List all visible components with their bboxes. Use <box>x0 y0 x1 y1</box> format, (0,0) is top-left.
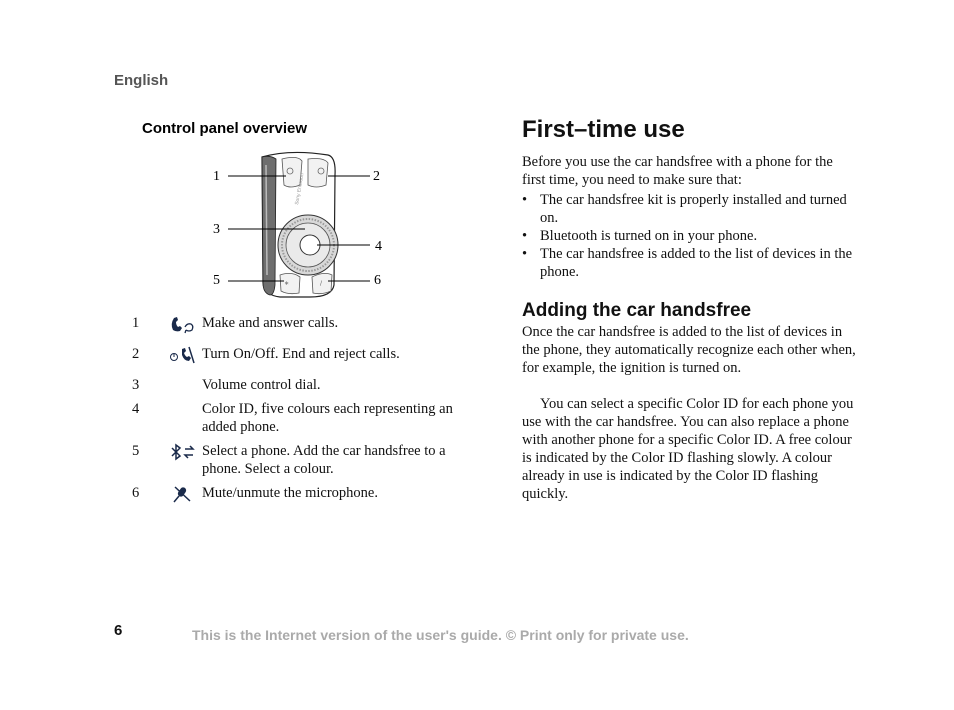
table-row <box>126 442 467 484</box>
bluetooth-select-icon <box>167 442 197 462</box>
svg-text:Sony Ericsson: Sony Ericsson <box>294 172 306 206</box>
table-row <box>126 484 467 515</box>
row-number: 3 <box>132 377 140 393</box>
table-row <box>126 376 467 400</box>
power-end-call-icon <box>167 345 197 365</box>
callout-6: 6 <box>374 273 381 288</box>
row-description: Turn On/Off. End and reject calls. <box>202 346 400 362</box>
list-item: • Bluetooth is turned on in your phone. <box>522 227 857 245</box>
row-description: Color ID, five colours each representing an added phone. <box>202 401 453 435</box>
page-title: First–time use <box>522 116 685 143</box>
page-number: 6 <box>114 622 123 639</box>
table-row <box>126 314 467 345</box>
svg-text:/: / <box>320 280 323 287</box>
callout-4: 4 <box>375 239 382 254</box>
svg-text:∗: ∗ <box>284 280 290 287</box>
callout-3: 3 <box>213 222 220 237</box>
row-description: Volume control dial. <box>202 377 321 393</box>
callout-5: 5 <box>213 273 220 288</box>
body-paragraph: You can select a specific Color ID for each phone you use with the car handsfree. You can also replace a phone with another phone for a specific Color ID. A free colour is indicated by the Color ID flashing slowly. A colour already in use is indicated by the Color ID flashing quickly. <box>522 396 854 502</box>
body-paragraph: Once the car handsfree is added to the list of devices in the phone, they automatically recognize each other when, for example, the ignition is turned on. <box>522 324 856 376</box>
callout-2: 2 <box>373 169 380 184</box>
section-heading: Adding the car handsfree <box>522 300 752 321</box>
row-description: Make and answer calls. <box>202 315 339 331</box>
list-item: • The car handsfree is added to the list of devices in the phone. <box>522 245 857 281</box>
handsfree-device-illustration <box>262 152 338 297</box>
row-number: 4 <box>132 401 140 417</box>
row-number: 6 <box>132 485 140 501</box>
intro-paragraph: Before you use the car handsfree with a phone for the first time, you need to make sure that: <box>522 154 833 188</box>
row-number: 5 <box>132 443 140 459</box>
row-description: Select a phone. Add the car handsfree to a phone. Select a colour. <box>202 443 446 477</box>
callout-1: 1 <box>213 169 220 184</box>
footer-note: This is the Internet version of the user's guide. © Print only for private use. <box>192 627 689 643</box>
list-item: • The car handsfree kit is properly installed and turned on. <box>522 191 857 227</box>
requirements-list <box>522 191 857 281</box>
table-row <box>126 345 467 376</box>
device-diagram <box>200 145 400 305</box>
row-number: 1 <box>132 315 140 331</box>
table-row <box>126 400 467 442</box>
section-label: English <box>114 72 169 89</box>
call-answer-icon <box>167 314 197 334</box>
row-number: 2 <box>132 346 140 362</box>
diagram-title: Control panel overview <box>142 120 308 137</box>
controls-table <box>126 314 467 515</box>
mute-microphone-icon <box>167 484 197 504</box>
row-description: Mute/unmute the microphone. <box>202 485 378 501</box>
